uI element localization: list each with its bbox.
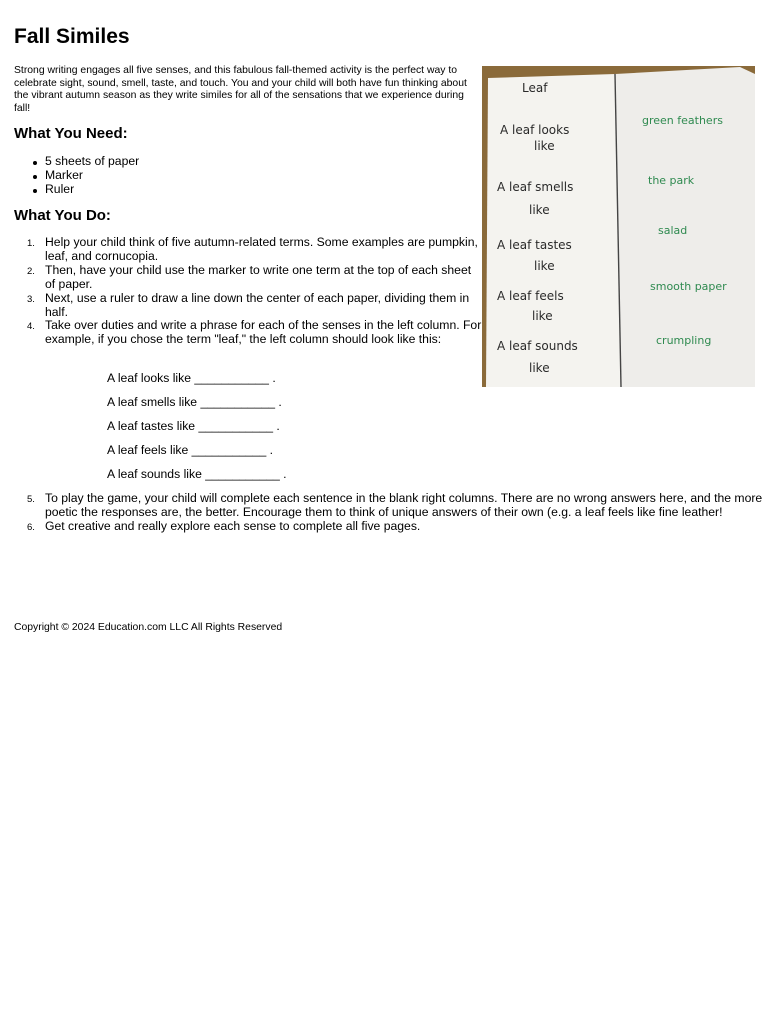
left-phrase-line1: A leaf sounds bbox=[497, 339, 578, 353]
example-sentences bbox=[107, 371, 287, 491]
step-number: 2. bbox=[27, 265, 35, 277]
step-item bbox=[27, 318, 482, 347]
list-item: Ruler bbox=[45, 183, 139, 197]
list-item: 5 sheets of paper bbox=[45, 154, 140, 168]
step-item bbox=[27, 290, 482, 320]
example-sentence: A leaf sounds like ___________ . bbox=[107, 467, 287, 481]
left-phrase-line1: A leaf looks bbox=[500, 123, 570, 137]
supplies-list bbox=[14, 155, 139, 196]
left-phrase-line2: like bbox=[529, 203, 550, 217]
steps-list-continued bbox=[14, 492, 765, 534]
left-phrase-line2: like bbox=[532, 309, 553, 323]
list-item: Marker bbox=[45, 169, 139, 183]
step-number: 6. bbox=[27, 521, 35, 533]
example-sentence: A leaf tastes like ___________ . bbox=[107, 419, 280, 433]
left-phrase-line1: A leaf tastes bbox=[497, 238, 572, 252]
step-item bbox=[27, 518, 765, 534]
step-number: 5. bbox=[27, 494, 35, 505]
left-phrase-line2: like bbox=[534, 139, 555, 153]
example-sentence: A leaf looks like ___________ . bbox=[107, 371, 276, 385]
left-phrase-line2: like bbox=[529, 361, 550, 375]
what-you-do-heading: What You Do: bbox=[14, 207, 111, 224]
example-sentence: A leaf feels like ___________ . bbox=[107, 443, 274, 457]
step-text: Get creative and really explore each sense to complete all five pages. bbox=[45, 518, 421, 533]
example-sentence: A leaf smells like ___________ . bbox=[107, 395, 282, 409]
step-text: To play the game, your child will complete each sentence in the blank right columns. There are no wrong answers here, and the more poetic the responses are, the better. Encourage them to think of unique answers of their own (e.g. a leaf feels like fine leather! bbox=[45, 491, 763, 519]
step-number: 3. bbox=[27, 293, 35, 305]
step-text: Help your child think of five autumn-related terms. Some examples are pumpkin, leaf, and cornucopia. bbox=[45, 235, 478, 263]
step-text: Then, have your child use the marker to write one term at the top of each sheet of paper. bbox=[45, 262, 472, 291]
step-number: 1. bbox=[27, 238, 35, 249]
right-answer: the park bbox=[648, 174, 695, 187]
step-item bbox=[27, 262, 482, 292]
steps-list bbox=[14, 236, 482, 347]
right-answer: salad bbox=[658, 224, 688, 237]
copyright-footer: Copyright © 2024 Education.com LLC All Rights Reserved bbox=[14, 622, 283, 633]
intro-paragraph: Strong writing engages all five senses, and this fabulous fall-themed activity is the perfect way to celebrate sight, sound, smell, taste, and touch. You and your child will both have fun thinking about the vibrant autumn season as they write similes for all of the sensations that we experience during fall! bbox=[14, 65, 467, 114]
left-phrase-line2: like bbox=[534, 259, 555, 273]
right-answer: smooth paper bbox=[650, 280, 727, 293]
left-phrase-line1: A leaf smells bbox=[497, 180, 574, 194]
photo-header-text: Leaf bbox=[522, 81, 548, 95]
right-answer: crumpling bbox=[656, 334, 712, 347]
step-item bbox=[27, 235, 482, 264]
page-title: Fall Similes bbox=[14, 25, 130, 48]
left-phrase-line1: A leaf feels bbox=[497, 289, 564, 303]
what-you-need-heading: What You Need: bbox=[14, 125, 128, 142]
step-item bbox=[27, 491, 765, 520]
step-number: 4. bbox=[27, 321, 35, 333]
step-text: Take over duties and write a phrase for each of the senses in the left column. For example, if you chose the term "leaf," the left column should look like this: bbox=[45, 318, 482, 347]
step-text: Next, use a ruler to draw a line down the center of each paper, dividing them in half. bbox=[45, 290, 470, 319]
activity-photo bbox=[482, 66, 755, 387]
right-answer: green feathers bbox=[642, 114, 723, 127]
